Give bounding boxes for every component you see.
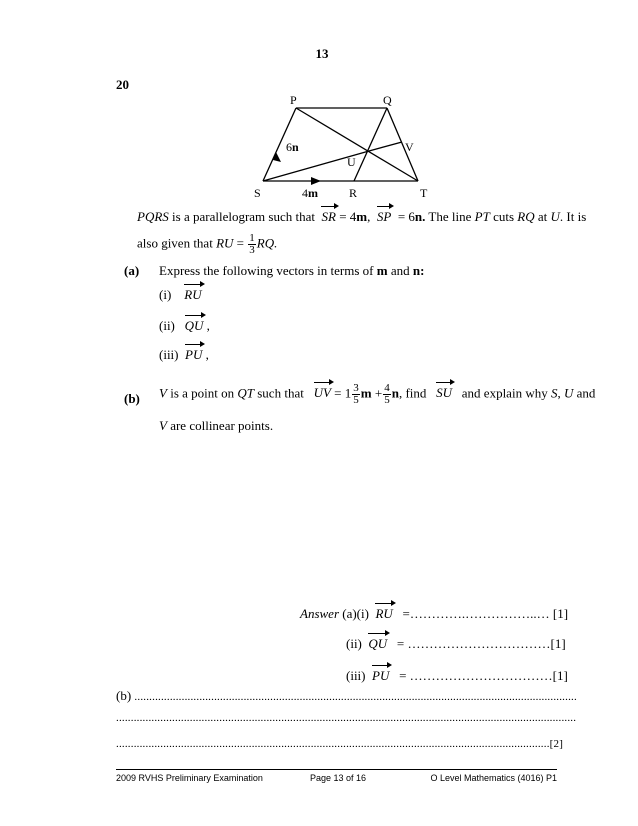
answer-vector-ru: RU xyxy=(375,606,393,621)
part-b-line-1: V is a point on QT such that UV = 1 $\frac{3}{5}$ m + $\frac{4}{5}$ n, find SU and explain why S, U and xyxy=(159,382,596,406)
answer-a-iii: (iii) PU = ……………………………[1] xyxy=(346,668,568,683)
part-a-item-i: (i) RU xyxy=(159,287,202,302)
footer-right: O Level Mathematics (4016) P1 xyxy=(430,773,557,783)
answer-vector-pu: PU xyxy=(372,668,390,683)
answer-b-line-1: (b) ...................................................................................................................................................... xyxy=(116,688,577,703)
part-a-item-iii: (iii) PU , xyxy=(159,347,209,362)
fraction-four-fifths: $\frac{4}{5}$ xyxy=(384,382,390,406)
label-v: V xyxy=(405,140,414,154)
answer-b-line-3: ...................................................................................................................................................[2] xyxy=(116,738,564,750)
label-u: U xyxy=(347,155,356,169)
line-uv xyxy=(369,142,402,151)
page-number: 13 xyxy=(315,46,329,61)
answer-vector-qu: QU xyxy=(368,636,388,651)
part-b-line-2: V are collinear points. xyxy=(159,418,274,433)
label-6n: 6n xyxy=(286,140,299,154)
label-4m: 4m xyxy=(302,186,318,200)
answer-b-line-2: ............................................................................................................................................................ xyxy=(116,712,577,724)
line-rq xyxy=(354,108,387,181)
arrow-sp-icon xyxy=(273,152,281,162)
part-a-label: (a) xyxy=(124,263,140,278)
vector-qu: QU xyxy=(184,318,204,333)
intro-line-1: PQRS is a parallelogram such that SR = 4m, SP = 6n. The line PT cuts RQ at U. It is xyxy=(137,209,587,224)
answer-a-ii: (ii) QU = ……………………………[1] xyxy=(346,636,566,651)
fraction-one-third: $\frac{1}{3}$ xyxy=(249,232,255,256)
part-a-item-ii: (ii) QU , xyxy=(159,318,210,333)
vector-su: SU xyxy=(436,385,453,401)
part-a-instruction: Express the following vectors in terms of m and n: xyxy=(159,263,425,278)
parallelogram-diagram xyxy=(0,0,638,210)
vector-sp: SP xyxy=(376,209,392,224)
footer-center: Page 13 of 16 xyxy=(310,773,367,783)
label-t: T xyxy=(420,186,428,200)
part-b-label: (b) xyxy=(124,391,140,406)
footer-left: 2009 RVHS Preliminary Examination xyxy=(116,773,263,783)
vector-sr: SR xyxy=(321,209,336,224)
label-q: Q xyxy=(383,93,392,107)
question-number: 20 xyxy=(116,77,129,92)
fraction-three-fifths: $\frac{3}{5}$ xyxy=(353,382,359,406)
arrow-sr-icon xyxy=(311,177,321,185)
label-r: R xyxy=(349,186,358,200)
vector-uv: UV xyxy=(313,385,331,401)
vector-pu: PU xyxy=(185,347,203,362)
label-p: P xyxy=(290,93,297,107)
answer-a-i: Answer (a)(i) RU =………….……………..… [1] xyxy=(300,606,569,621)
intro-line-2: also given that RU = $\frac{1}{3}$ RQ. xyxy=(137,232,278,256)
line-pt xyxy=(296,108,418,181)
footer-rule xyxy=(116,769,557,770)
vector-ru: RU xyxy=(184,287,202,302)
label-s: S xyxy=(254,186,261,200)
